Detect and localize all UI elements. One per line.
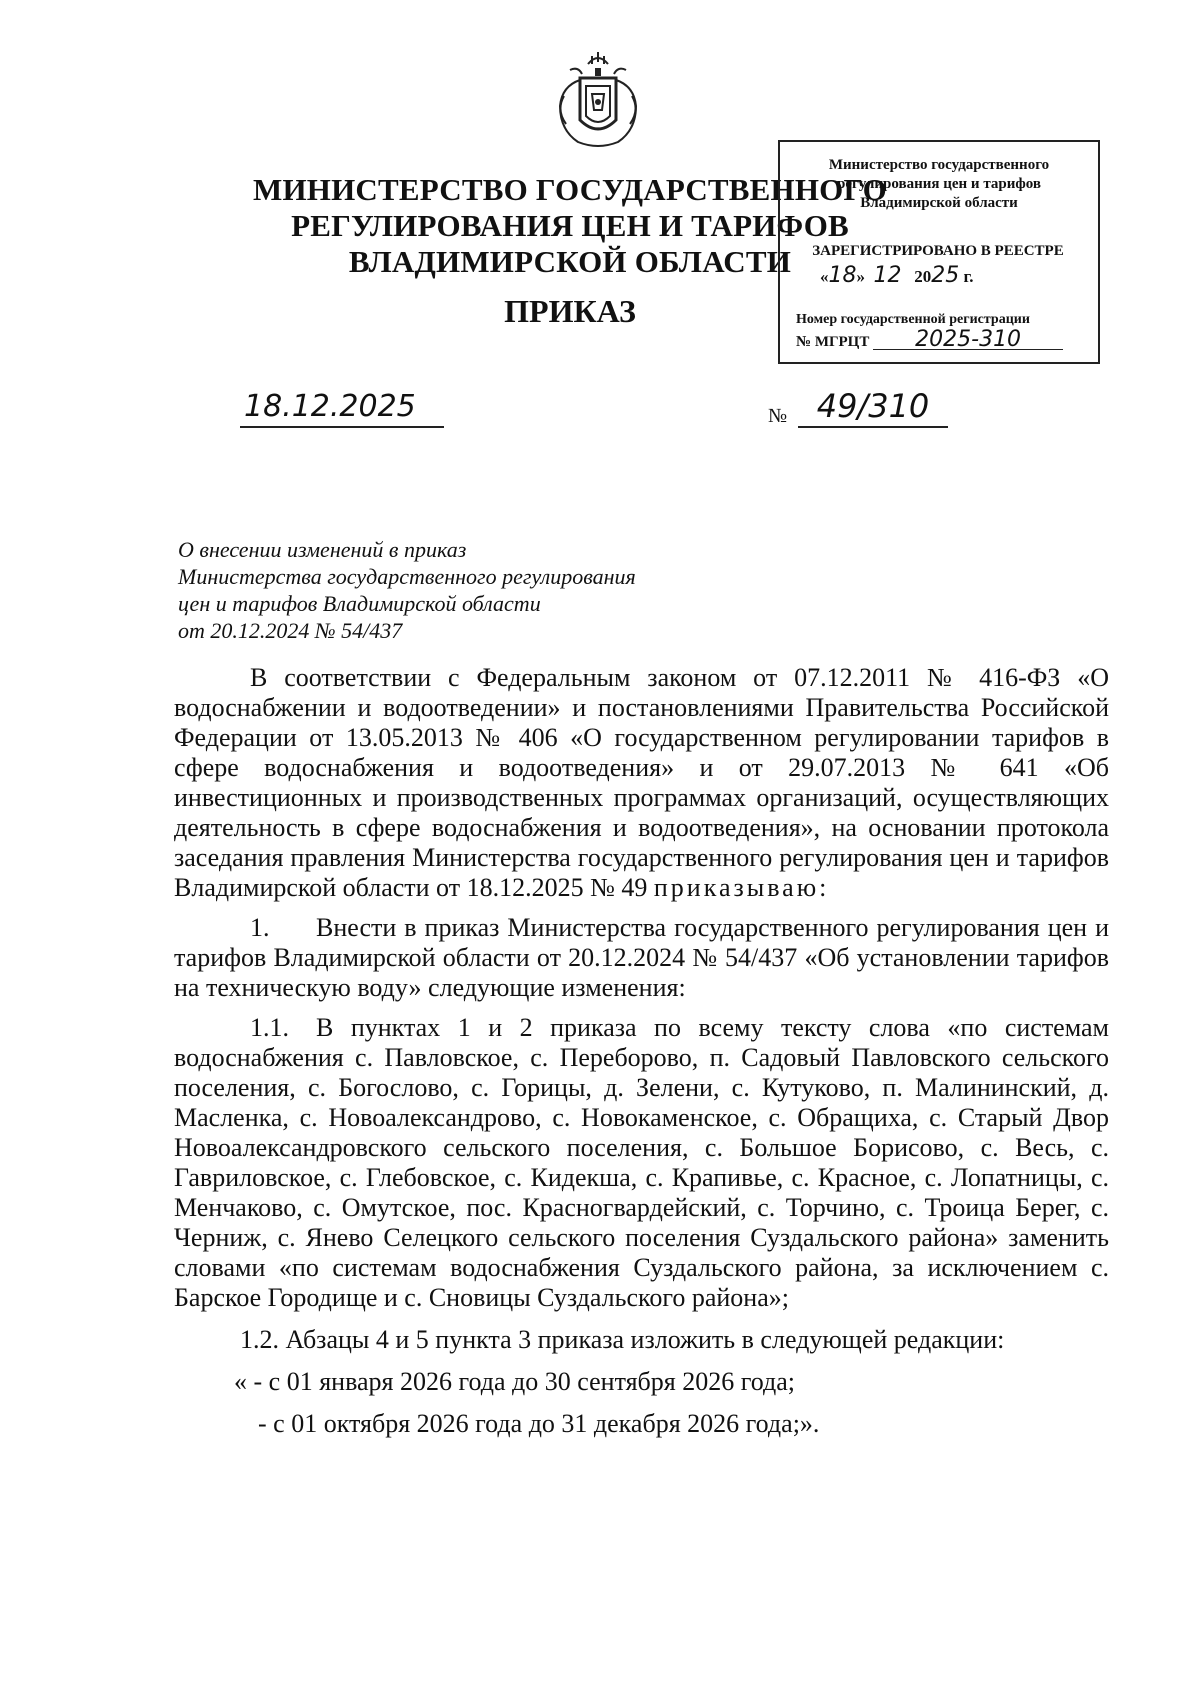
subject-line2: Министерства государственного регулирования [178, 564, 636, 589]
stamp-organization [794, 156, 1084, 213]
stamp-org-line2: регулирования цен и тарифов [837, 176, 1041, 192]
period-1-line: « - с 01 января 2026 года до 30 сентября 2026 года; [234, 1367, 796, 1396]
stamp-month: 12 [873, 263, 902, 288]
item-1-number: 1. [250, 913, 270, 942]
stamp-reg-number: 2025-310 [873, 330, 1063, 350]
order-body [174, 663, 1109, 1439]
stamp-org-line3: Владимирской области [860, 195, 1018, 211]
stamp-registered-label: ЗАРЕГИСТРИРОВАНО В РЕЕСТРЕ [812, 243, 1064, 259]
document-type-heading: ПРИКАЗ [504, 293, 636, 329]
item-1-2-paragraph: 1.2. Абзацы 4 и 5 пункта 3 приказа изложить в следующей редакции: [240, 1325, 1005, 1354]
item-1-1-paragraph [174, 1013, 1109, 1313]
stamp-reg-prefix: № МГРЦТ [796, 334, 870, 350]
ministry-title-line2: РЕГУЛИРОВАНИЯ ЦЕН И ТАРИФОВ [291, 208, 849, 243]
order-number-handwritten: 49/310 [798, 390, 948, 428]
registration-stamp [778, 140, 1100, 364]
coat-of-arms-emblem [552, 50, 644, 152]
subject-line3: цен и тарифов Владимирской области [178, 591, 541, 616]
stamp-reg-number-label: Номер государственной регистрации [796, 312, 1030, 327]
preamble-paragraph [174, 663, 1109, 903]
stamp-year-prefix: 20 [914, 267, 932, 286]
order-subject [178, 536, 738, 644]
order-number-label: № [768, 405, 788, 427]
stamp-year-label: г. [963, 267, 974, 286]
order-date-handwritten: 18.12.2025 [240, 392, 444, 428]
period-2-line: - с 01 октября 2026 года до 31 декабря 2026 года;». [258, 1409, 820, 1438]
stamp-year-suffix: 25 [931, 263, 960, 288]
stamp-day: 18 [828, 263, 857, 288]
preamble-verb: приказываю: [653, 873, 830, 902]
subject-line1: О внесении изменений в приказ [178, 537, 467, 562]
item-1-text: Внести в приказ Министерства государственного регулирования цен и тарифов Владимирской области от 20.12.2024 № 54/437 «Об установлении тарифов на техническую воду» следующие изменения: [174, 913, 1109, 1002]
ministry-title-line1: МИНИСТЕРСТВО ГОСУДАРСТВЕННОГО [253, 172, 887, 207]
subject-line4: от 20.12.2024 № 54/437 [178, 618, 403, 643]
stamp-reg-number-line [796, 327, 1086, 352]
preamble-text: В соответствии с Федеральным законом от 07.12.2011 № 416-ФЗ «О водоснабжении и водоотведении» и постановлениями Правительства Российской Федерации от 13.05.2013 № 406 «О государственном регулировании тарифов в сфере водоснабжения и водоотведения» и от 29.07.2013 № 641 «Об инвестиционных и производственных программах организаций, осуществляющих деятельность в сфере водоснабжения и водоотведения», на основании протокола заседания правления Министерства государственного регулирования цен и тарифов Владимирской области от 18.12.2025 № 49 [174, 663, 1109, 902]
stamp-org-line1: Министерство государственного [828, 157, 1050, 173]
stamp-date-line: «18» 12 2025 г. [820, 263, 974, 288]
item-1-paragraph [174, 913, 1109, 1003]
ministry-title-line3: ВЛАДИМИРСКОЙ ОБЛАСТИ [348, 244, 792, 279]
item-1-1-number: 1.1. [250, 1013, 289, 1042]
item-1-1-text: В пунктах 1 и 2 приказа по всему тексту слова «по системам водоснабжения с. Павловское, с. Переборово, п. Садовый Павловского сельского поселения, с. Богослово, с. Горицы, д. Зелени, с. Кутуково, п. Малининский, д. Масленка, с. Новоалександрово, с. Новокаменское, с. Обращиха, с. Старый Двор Новоалександровского сельского поселения, с. Большое Борисово, с. Весь, с. Гавриловское, с. Глебовское, с. Кидекша, с. Крапивье, с. Красное, с. Лопатницы, с. Менчаково, с. Омутское, пос. Красногвардейский, с. Торчино, с. Троица Берег, с. Черниж, с. Янево Селецкого сельского поселения Суздальского района» заменить словами «по системам водоснабжения Суздальского района, за исключением с. Барское Городище и с. Сновицы Суздальского района»; [174, 1013, 1109, 1312]
